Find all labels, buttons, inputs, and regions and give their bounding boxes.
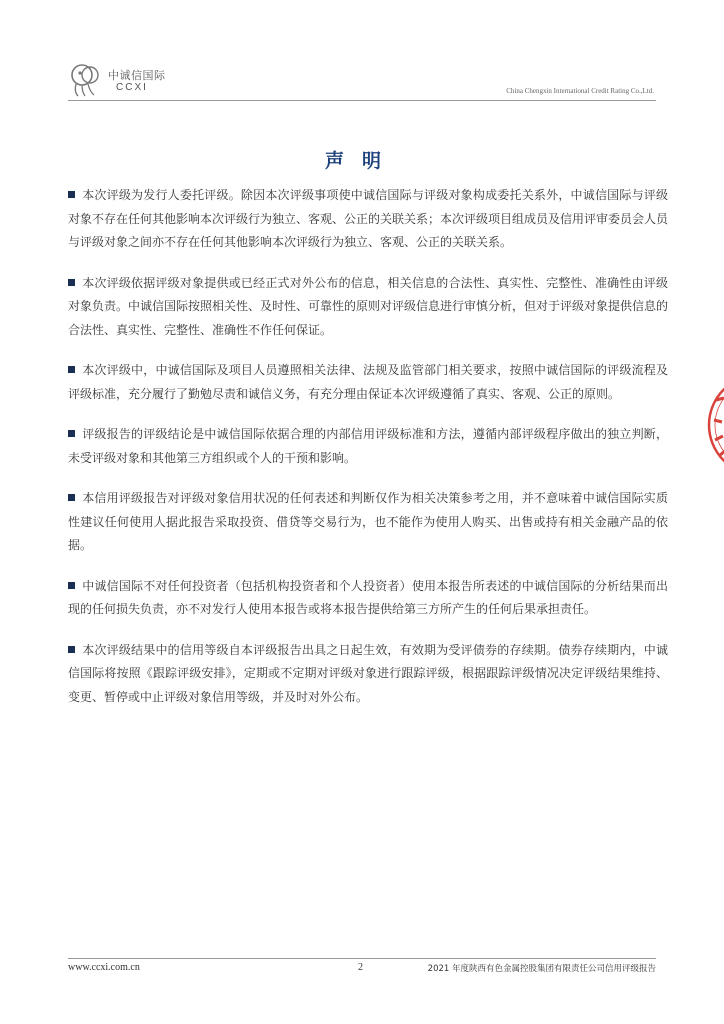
company-english-name: China Chengxin International Credit Rating Co.,Ltd. <box>506 87 654 95</box>
square-bullet-icon <box>68 582 75 589</box>
square-bullet-icon <box>68 494 75 501</box>
ccxi-logo-icon <box>68 62 102 98</box>
logo-chinese-name: 中诚信国际 <box>108 69 166 82</box>
page-number: 2 <box>358 962 363 973</box>
ccxi-logo <box>68 62 178 100</box>
paragraph-text: 本信用评级报告对评级对象信用状况的任何表述和判断仅作为相关决策参考之用，并不意味着中诚信国际实质性建议任何使用人据此报告采取投资、借贷等交易行为，也不能作为使用人购买、出售或持有相关金融产品的依据。 <box>68 491 668 552</box>
square-bullet-icon <box>68 430 75 437</box>
declaration-paragraph <box>68 423 668 470</box>
page-title: 声明 <box>324 150 399 172</box>
logo-english-name: CCXI <box>116 82 148 93</box>
declaration-body <box>68 184 668 726</box>
paragraph-text: 评级报告的评级结论是中诚信国际依据合理的内部信用评级标准和方法，遵循内部评级程序做出的独立判断，未受评级对象和其他第三方组织或个人的干预和影响。 <box>68 427 668 465</box>
declaration-paragraph <box>68 575 668 622</box>
paragraph-text: 本次评级结果中的信用等级自本评级报告出具之日起生效，有效期为受评债券的存续期。债券存续期内，中诚信国际将按照《跟踪评级安排》，定期或不定期对评级对象进行跟踪评级，根据跟踪评级情况决定评级结果维持、变更、暂停或中止评级对象信用等级，并及时对外公布。 <box>68 642 668 704</box>
declaration-paragraph <box>68 272 668 343</box>
declaration-paragraph <box>68 359 668 406</box>
paragraph-text: 本次评级为发行人委托评级。除因本次评级事项使中诚信国际与评级对象构成委托关系外，中诚信国际与评级对象不存在任何其他影响本次评级行为独立、客观、公正的关联关系；本次评级项目组成员及信用评审委员会人员与评级对象之间亦不存在任何其他影响本次评级行为独立、客观、公正的关联关系。 <box>68 188 669 249</box>
footer-divider <box>68 958 656 959</box>
paragraph-text: 本次评级中，中诚信国际及项目人员遵照相关法律、法规及监管部门相关要求，按照中诚信国际的评级流程及评级标准，充分履行了勤勉尽责和诚信义务，有充分理由保证本次评级遵循了真实、客观、公正的原则。 <box>68 363 668 401</box>
square-bullet-icon <box>68 646 75 653</box>
red-seal-stamp <box>704 370 724 480</box>
paragraph-text: 中诚信国际不对任何投资者（包括机构投资者和个人投资者）使用本报告所表述的中诚信国际的分析结果而出现的任何损失负责，亦不对发行人使用本报告或将本报告提供给第三方所产生的任何后果承担责任。 <box>68 578 668 616</box>
square-bullet-icon <box>68 191 75 198</box>
square-bullet-icon <box>68 366 75 373</box>
paragraph-text: 本次评级依据评级对象提供或已经正式对外公布的信息，相关信息的合法性、真实性、完整性、准确性由评级对象负责。中诚信国际按照相关性、及时性、可靠性的原则对评级信息进行审慎分析，但对于评级对象提供信息的合法性、真实性、完整性、准确性不作任何保证。 <box>68 275 669 337</box>
footer-report-title: 2021 年度陕西有色金属控股集团有限责任公司信用评级报告 <box>427 964 656 974</box>
header-divider <box>68 100 656 101</box>
square-bullet-icon <box>68 279 75 286</box>
declaration-paragraph <box>68 487 668 558</box>
declaration-paragraph <box>68 639 668 710</box>
declaration-paragraph <box>68 184 668 255</box>
footer-website: www.ccxi.com.cn <box>68 962 140 973</box>
